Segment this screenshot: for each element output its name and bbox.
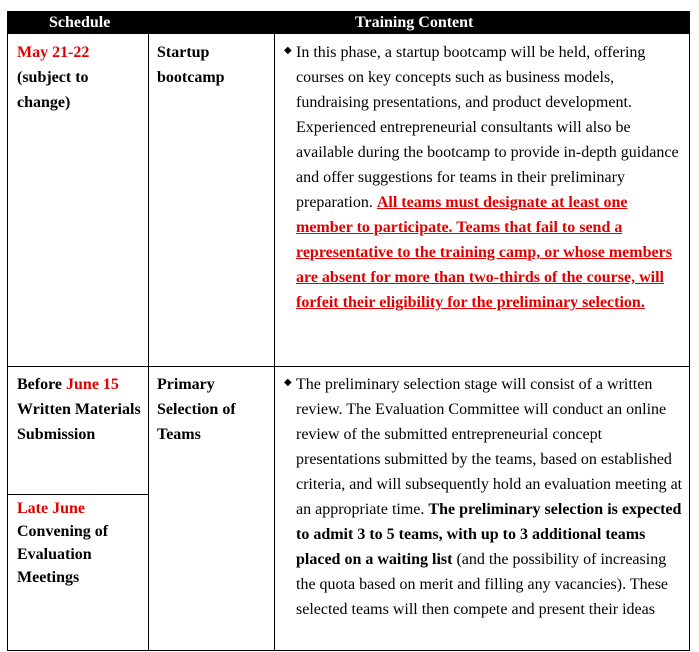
- row-divider: [7, 366, 690, 367]
- border-right: [689, 34, 690, 651]
- row1-schedule: [17, 40, 143, 115]
- row2-text: The preliminary selection stage will consist of a written review. The Evaluation Committee will conduct an online review of the submitted entrepreneurial concept presentations submitted by the teams, based on established criteria, and will subsequently hold an evaluation meeting at an appropriate time.: [296, 376, 683, 518]
- row2-content: [296, 372, 686, 622]
- row2-before: Before: [17, 376, 67, 393]
- border-left: [7, 34, 8, 651]
- row1-stage: Startup bootcamp: [157, 44, 225, 86]
- row1-date: May 21-22: [17, 44, 90, 61]
- header-schedule: Schedule: [49, 14, 111, 31]
- row2-late-label: Convening of Evaluation Meetings: [17, 523, 109, 586]
- subrow-divider: [7, 494, 148, 495]
- border-bottom: [7, 650, 690, 651]
- row2-schedule-submission: [17, 372, 145, 447]
- row2-admit-text: The preliminary selection is expected to admit 3 to 5 teams, with up to 3 additional teams placed on a waiting list: [296, 501, 682, 568]
- row2-bullet-icon: ◆: [284, 377, 292, 388]
- row2-date: June 15: [66, 376, 119, 393]
- row2-stage: Primary Selection of Teams: [157, 376, 236, 443]
- header-training-content: Training Content: [355, 14, 474, 31]
- schedule-table: [7, 11, 690, 651]
- table-header: [7, 11, 690, 34]
- row1-text: In this phase, a startup bootcamp will be held, offering courses on key concepts such as business models, fundraising presentations, and product development. Experienced entrepreneurial consultants will also be available during the bootcamp to provide in-depth guidance and offer suggestions for teams in their preliminary preparation.: [296, 44, 679, 211]
- divider-col1: [148, 34, 149, 651]
- row1-content: [296, 40, 682, 315]
- row1-requirement-text: All teams must designate at least one member to participate. Teams that fail to send a representative to the training camp, or whose members are absent for more than two-thirds of the course, will forfeit their eligibility for the preliminary selection.: [296, 194, 672, 311]
- row1-bullet-icon: ◆: [284, 45, 292, 56]
- row2-text-rest: (and the possibility of increasing the quota based on merit and filling any vacancies). These selected teams will then compete and present their ideas: [296, 551, 669, 618]
- row2-late-date: Late June: [17, 500, 85, 517]
- divider-col2: [274, 34, 275, 651]
- row2-schedule-meeting: [17, 497, 145, 589]
- row1-note: (subject to change): [17, 69, 89, 111]
- row2-sub-label: Written Materials Submission: [17, 401, 141, 443]
